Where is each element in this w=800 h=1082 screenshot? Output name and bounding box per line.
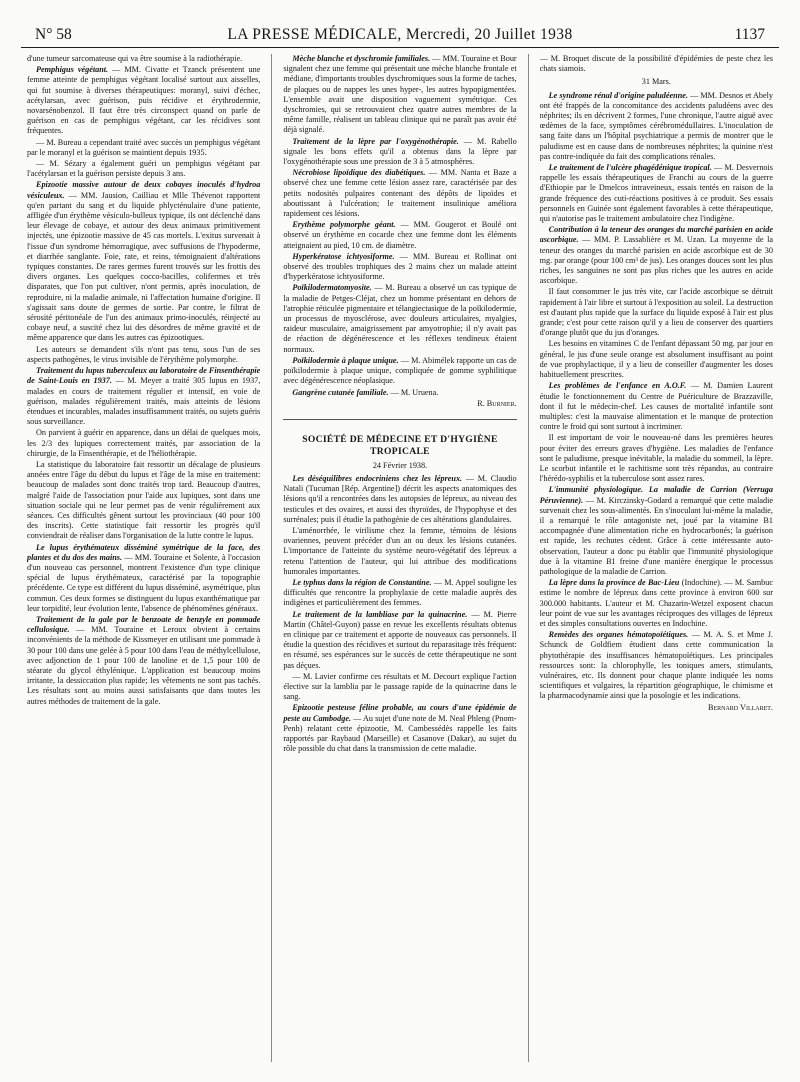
journal-title: LA PRESSE MÉDICALE, Mercredi, 20 Juillet 1938 bbox=[227, 26, 573, 43]
body-paragraph: — M. Bureau a cependant traité avec succès un pemphigus végétant par le moranyl et la guérison se maintient depuis 1935. bbox=[27, 137, 261, 157]
page-number: 1137 bbox=[734, 26, 765, 43]
report-paragraph bbox=[283, 252, 516, 283]
report-paragraph bbox=[283, 283, 516, 354]
report-text: — MM. Gougerot et Boulé ont observé un érythème en cocarde chez une femme dont les éléments atteignaient au pied, 10 cm. de diamètre. bbox=[283, 220, 517, 250]
report-text: — MM. Touraine et Leroux obvient à certains inconvénients de la méthode de Kissmeyer en utilisant une pommade à 30 pour 100 dans une gelée à 5 pour 100 dans l'eau de méthylcellulose, avec adjonction de 1 pour 100 de lanoline et de 1,5 pour 100 de stéarate du glycol éthylénique. L'application est beaucoup moins irritante, la dessiccation plus rapide; les vêtements ne sont pas tachés. Les résultats sont au moins aussi satisfaisants que dans toutes les autres méthodes de traitement de la gale. bbox=[27, 625, 261, 706]
report-paragraph bbox=[283, 474, 516, 525]
report-heading: La lèpre dans la province de Bac-Lieu bbox=[548, 578, 680, 588]
report-paragraph bbox=[540, 225, 773, 286]
report-heading: Poïkilodermie à plaque unique. bbox=[292, 355, 399, 365]
report-text: — M. A. S. et Mme J. Schunck de Goldfiem étudient dans cette communication la phytothérapie des insuffisances hématopoïétiques. Les principales ressources sont: la chlorophylle, les toniques amers, stimulants, vulnéraires, etc. Ils donnent pour chaque plante indiquée les noms scientifiques et vulgaires, la répartition géographique, le chimisme et la pharmacodynamie ainsi que la posologie et les indications. bbox=[539, 630, 773, 701]
report-heading: Epizootie pesteuse féline probable, au cours d'une épidémie de peste au Cambodge. bbox=[283, 703, 517, 723]
report-paragraph bbox=[283, 703, 516, 754]
report-text: — M. Bureau a observé un cas typique de la maladie de Petges-Cléjat, chez un homme présentant en dehors de l'atrophie réticulée pigmentaire et télangiectasique de la poïkilodermie, un processus de myosclérose, avec douleurs articulaires, myalgies, raideur musculaire, amaigrissement par amyotrophie; il n'y avait pas de réaction de dégénérescence et les réflexes tendineux étaient normaux. bbox=[283, 283, 517, 354]
text-columns bbox=[27, 54, 773, 1062]
report-heading: Le typhus dans la région de Constantine. bbox=[292, 578, 432, 588]
report-paragraph bbox=[27, 65, 260, 136]
report-text: — MM. Touraine et Bour signalent chez une femme qui présentait une mèche blanche frontale et médiane, d'importants troubles dyschromiques sous la forme de taches, de plaques ou de nappes les unes hyper-, les autres hypopigmentées. L'ensemble avait une disposition vaguement symétrique. Ces dyschromies, qui se retrouvaient chez quatre autres membres de la même famille, réalisent un tableau clinique qui ne paraît pas avoir été déjà signalé. bbox=[283, 54, 517, 135]
report-paragraph bbox=[27, 543, 260, 614]
body-paragraph: La statistique du laboratoire fait ressortir un décalage de plusieurs années entre l'âge du début du lupus et l'âge de la mise en traitement: beaucoup de malades sont donc traités trop tard. Beaucoup d'autres, malgré l'aide de l'association pour l'aide aux lupiques, sont dans une situation sociale qui ne leur permet pas de venir régulièrement aux séances. Ces difficultés gênent surtout les provinciaux (40 pour 100 des inscrits). Cette statistique fait ressortir les progrès qu'il conviendrait de réaliser dans l'organisation de la lutte contre le lupus. bbox=[27, 459, 261, 541]
report-text: — MM. Touraine et Solente, à l'occasion d'un nouveau cas personnel, montrent l'existence d'un type clinique spécial de lupus érythémateux, caractérisé par la topographie précédente. Ce type est différent du lupus disséminé, asymétrique, plus commun. Ces deux formes se distinguent du lupus exanthématique par leur torpidité, leur évolution lente, l'absence de phénomènes généraux. bbox=[27, 552, 261, 613]
report-text: — M. Meyer a traité 305 lupus en 1937, malades en cours de traitement régulier et intensif, en voie de guérison, malades régulièrement traités, mais atteints de lésions étendues et incurables, malades insuffisamment traités, ou sujets guéris sous surveillance. bbox=[27, 376, 261, 427]
report-paragraph bbox=[283, 356, 516, 387]
report-heading: Pemphigus végétant. bbox=[36, 65, 109, 75]
report-paragraph bbox=[540, 91, 773, 162]
report-text: — Au sujet d'une note de M. Neal Phleng (Pnom-Penh) relatant cette épizootie, M. Cambessédès rappelle les faits rapportés par Raybaud (Marseille) et Casanove (Dakar), au sujet du rôle possible du chat dans la transmission de cette maladie. bbox=[283, 713, 517, 754]
column-middle bbox=[283, 54, 516, 1062]
report-heading: Contribution à la teneur des oranges du marché parisien en acide ascorbique. bbox=[539, 225, 773, 245]
body-paragraph: — M. Lavier confirme ces résultats et M. Decourt explique l'action élective sur la lamblia par le passage rapide de la quinacrine dans le sang. bbox=[283, 671, 517, 702]
report-text: — M. Kirczinsky-Godard a remarqué que cette maladie survenait chez les sous-alimentés. En s'inoculant lui-même la maladie, il a remarqué le rôle antagoniste net, joué par la vitamine B1 accompagnée d'une alimentation riche en hydrocarbonés; la guérison est rapide, les rechutes cèdent. Grâce à cette intéressante auto-observation, l'auteur a donc pu établir que l'immunité physiologique due à la vitamine B1 freine d'une manière énergique le processus pathologique de la maladie de Carrion. bbox=[539, 495, 773, 576]
report-paragraph bbox=[27, 180, 260, 343]
column-divider bbox=[271, 54, 272, 1062]
report-text: — M. Claudio Natali (Tucuman [Rép. Argentine]) décrit les aspects anatomiques des lésions qu'il a rencontrées dans les autopsies de lépreux, au niveau des testicules et des ovaires, et aussi des thyroïdes, de l'hypophyse et des surrénales; puis il étudie la pathogénie de ces altérations glandulaires. bbox=[283, 473, 517, 524]
report-text: — M. Abimélek rapporte un cas de poïkilodermie à plaque unique, compliquée de gomme syphilitique avec dégénérescence néoplasique. bbox=[283, 355, 517, 386]
column-divider bbox=[528, 54, 529, 1062]
report-heading: Traitement du lupus tuberculeux au laboratoire de Finsenthérapie de Saint-Louis en 1937. bbox=[27, 366, 261, 386]
report-heading: Nécrobiose lipoïdique des diabétiques. bbox=[292, 168, 426, 178]
society-title: SOCIÉTÉ DE MÉDECINE ET D'HYGIÈNE TROPICALE bbox=[283, 419, 516, 458]
report-text: — MM. Civatte et Tzanck présentent une femme atteinte de pemphigus végétant localisé surtout aux aisselles, qui fut soumise à diverses thérapeutiques: moranyl, suivi d'échec, acétylarsan, avec guérison, puis récidive et érythrodermie, novarsénobenzol. Il faut être très circonspect quand on parle de guérison en cas de pemphigus végétant, car les récidives sont fréquentes. bbox=[27, 65, 261, 136]
report-paragraph bbox=[540, 630, 773, 701]
report-heading: Traitement de la gale par le benzoate de benzyle en pommade cellulosique. bbox=[27, 614, 261, 635]
body-paragraph: Les auteurs se demandent s'ils n'ont pas tenu, sous l'un de ses aspects pathogènes, le virus invisible de l'érythème polymorphe. bbox=[27, 344, 261, 364]
report-heading: Poïkilodermatomyosite. bbox=[292, 283, 372, 293]
report-text: — M. Pierre Martin (Châtel-Guyon) passe en revue les excellents résultats obtenus en clinique par ce traitement et apporte de nouveaux cas personnels. Il étudie la question des récidives et surtout du reparasitage très fréquent: en résumé, ses espérances sur le succès de cette thérapeutique ne sont pas déçues. bbox=[283, 609, 517, 670]
column-left bbox=[27, 54, 260, 1062]
report-heading: Erythème polymorphe géant. bbox=[292, 220, 396, 230]
report-heading: Les déséquilibres endocriniens chez les lépreux. bbox=[292, 473, 463, 483]
body-paragraph: — M. Sézary a également guéri un pemphigus végétant par l'acétylarsan et la guérison persiste depuis 3 ans. bbox=[27, 159, 261, 179]
body-paragraph: L'aménorrhée, le virilisme chez la femme, témoins de lésions ovariennes, peuvent précéder d'un an ou deux les lésions cutanées. L'importance de l'atteinte du système neuro-végétatif des lépreux a retenu l'attention de l'auteur, qui lui attribue des modifications humorales importantes. bbox=[283, 526, 517, 576]
report-heading: Epizootie massive autour de deux cobayes inoculés d'hydroa vésiculeux. bbox=[27, 180, 261, 200]
report-heading: Le lupus érythémateux disséminé symétrique de la face, des plantes et du dos des mains. bbox=[27, 542, 261, 562]
report-paragraph bbox=[540, 381, 773, 432]
report-heading: Hyperkératose ichtyosiforme. bbox=[292, 251, 395, 261]
header-rule bbox=[21, 47, 779, 48]
session-date: 31 Mars. bbox=[641, 77, 671, 87]
report-paragraph bbox=[540, 163, 773, 224]
report-heading: Le traitement de l'ulcère phagédénique tropical. bbox=[548, 163, 712, 173]
column-right bbox=[540, 54, 773, 1062]
report-text: — MM. P. Lassablière et M. Uzan. La moyenne de la teneur des oranges du marché parisien en acide ascorbique est de 30 mg. par orange (pour 100 cm³ de jus). Les oranges douces sont les plus riches, les sanguines ne sont pas plus riches que les autres en acide ascorbique. bbox=[539, 235, 773, 286]
report-text: — MM. Desnos et Abely ont été frappés de la concomitance des accidents paludéens avec des néphrites; ils en décrivent 2 formes, l'une chronique, l'autre aiguë avec œdèmes de la face, symptômes cérébroméduIlaires. L'inoculation de sang faite dans un l'hôpital psychiatrique a permis de montrer que le paludisme est en cause dans de nombreuses néphrites; la quinine n'est pas contre-indiquée du fait des complications rénales. bbox=[539, 90, 773, 161]
report-paragraph bbox=[27, 366, 260, 427]
report-paragraph bbox=[283, 610, 516, 671]
report-paragraph bbox=[283, 220, 516, 251]
report-paragraph bbox=[283, 388, 516, 398]
report-text: — M. Rabello signale les bons effets qu'il a obtenus dans la lèpre par l'oxygénothérapie sous une pression de 3 à 5 atmosphères. bbox=[283, 136, 517, 167]
body-paragraph: Il faut consommer le jus très vite, car l'acide ascorbique se détruit rapidement à l'air libre et surtout à l'exposition au soleil. La destruction est d'autant plus rapide que la surface du liquide exposé à l'air est plus grande; c'est pour cette raison qu'il y a lieu de conserver des quartiers d'orange plutôt que du jus d'oranges. bbox=[539, 287, 773, 338]
report-heading: Gangrène cutanée familiale. bbox=[292, 387, 389, 397]
report-text: — MM. Bureau et Rollinat ont observé des troubles trophiques des 2 mains chez un malade atteint d'hyperkératose ichtyosiforme. bbox=[283, 251, 517, 282]
report-paragraph bbox=[283, 54, 516, 136]
report-text: — M. Uruena. bbox=[388, 387, 439, 397]
report-paragraph bbox=[540, 578, 773, 629]
body-paragraph: d'une tumeur sarcomateuse qui va être soumise à la radiothérapie. bbox=[27, 54, 243, 63]
report-paragraph bbox=[283, 578, 516, 609]
report-text: — M. Damien Laurent étudie le fonctionnement du Centre de Puériculture de Brazzaville, dont il fut le médecin-chef. Les causes de mortalité infantile sont multiples: c'est la mauvaise alimentation et le manque de protection contre le froid qui sont surtout à incriminer. bbox=[539, 381, 773, 432]
issue-number: N° 58 bbox=[35, 26, 72, 43]
report-heading: Mèche blanche et dyschromie familiales. bbox=[292, 54, 431, 63]
report-paragraph bbox=[27, 615, 260, 707]
body-paragraph: Il est important de voir le nouveau-né dans les premières heures pour éviter des erreurs graves d'hygiène. Les maladies de l'enfance sont le paludisme, presque inévitable, la maladie du sommeil, la lèpre. Le scorbut infantile et le rachitisme sont très répandus, au contraire l'hérédo-syphilis et la tuberculose sont assez rares. bbox=[539, 433, 773, 484]
report-paragraph bbox=[540, 485, 773, 577]
report-heading: Le syndrome rénal d'origine paludéenne. bbox=[548, 90, 688, 100]
report-heading: Traitement de la lèpre par l'oxygénothérapie. bbox=[292, 136, 459, 146]
report-paragraph bbox=[283, 168, 516, 219]
report-text: — MM. Jausion, Cailliau et Mlle Thévenot rapportent qu'en partant du sang et du liquide phlycténulaire d'une patiente, affligée d'un érythème vésiculo-bulleux typique, ils ont déclenché dans leur élevage de cobaye, et autour des deux animaux primitivement injectés, une épizootie massive de 45 cas mortels. L'exitus survenait à l'issue d'un syndrome hémorragique, avec suffusions de l'hypoderme, et diarrhée sanglante. Foie, rate, et reins, témoignaient d'altérations typiques constantes. De rares germes furent trouvés sur les frottis des divers organes. Les quelques cocco-bacilles, colifermes et très disparates, que l'on put cultiver, n'ont permis, après inoculation, de reproduire, ni la maladie animale, ni l'affectation humaine d'origine. Il s'agissait sans doute de germes de sortie. Par contre, le filtrat de sérosité péritonéale de l'un des animaux primo-inoculés, réinjecté au cobaye neuf, a suscité chez lui des désordres de même gravité et de même apparence que dans les autres cas épizootiques. bbox=[27, 190, 261, 343]
report-text: — MM. Nanta et Baze a observé chez une femme cette lésion assez rare, caractérisée par des petits nodosités pulpaires contenant des dépôts de lipoïdes et aboutissant à l'ulcération; le traitement insulinique améliora rapidement ces lésions. bbox=[283, 168, 517, 219]
report-heading: Remèdes des organes hématopoïétiques. bbox=[548, 630, 689, 640]
author-signature: Bernard Villaret. bbox=[708, 702, 773, 712]
body-paragraph: Les besoins en vitamines C de l'enfant dépassant 50 mg. par jour en général, le jus d'une seule orange est absolument insuffisant au point de vue prophylactique, il y a lieu de conseiller d'augmenter les doses habituellement prescrites. bbox=[539, 339, 773, 380]
report-heading: L'immunité physiologique. La maladie de Carrion (Verruga Péruvienne). bbox=[539, 485, 773, 505]
report-text: — M. Appel souligne les difficultés que rencontre la prophylaxie de cette maladie auprès des indigènes et particulièrement des femmes. bbox=[283, 578, 517, 608]
report-heading: Le traitement de la lambliase par la quinacrine. bbox=[292, 609, 468, 619]
report-text: (Indochine). — M. Sambuc estime le nombre de lépreux dans cette province à environ 600 sur 300.000 habitants. L'auteur et M. Chazarin-Wetzel exposent chacun leur point de vue sur les avantages réciproques des villages de lépreux et des simples consultations ouvertes en Indochine. bbox=[539, 578, 773, 628]
report-text: — M. Desvernois rappelle les essais thérapeutiques de Franchi au cours de la guerre d'Ethiopie par le Dmelcos intraveineux, essais tentés en raison de la grande fréquence des cuti-réactions positives à ce produit. Ses essais personnels en Guinée sont également favorables à cette thérapeutique, qui n'autorise pas le traitement ambulatoire chez l'indigène. bbox=[539, 163, 773, 224]
body-paragraph: On parvient à guérir en apparence, dans un délai de quelques mois, les 2/3 des lupiques correctement traités, par association de la chirurgie, de la Finsenthérapie, et de l'héliothérapie. bbox=[27, 428, 261, 458]
author-signature: R. Burnier. bbox=[477, 398, 517, 408]
body-paragraph: — M. Broquet discute de la possibilité d'épidémies de peste chez les chats siamois. bbox=[539, 54, 773, 74]
session-date: 24 Février 1938. bbox=[372, 460, 428, 470]
report-paragraph bbox=[283, 137, 516, 168]
report-heading: Les problèmes de l'enfance en A.O.F. bbox=[548, 381, 687, 391]
page-header bbox=[21, 22, 779, 48]
